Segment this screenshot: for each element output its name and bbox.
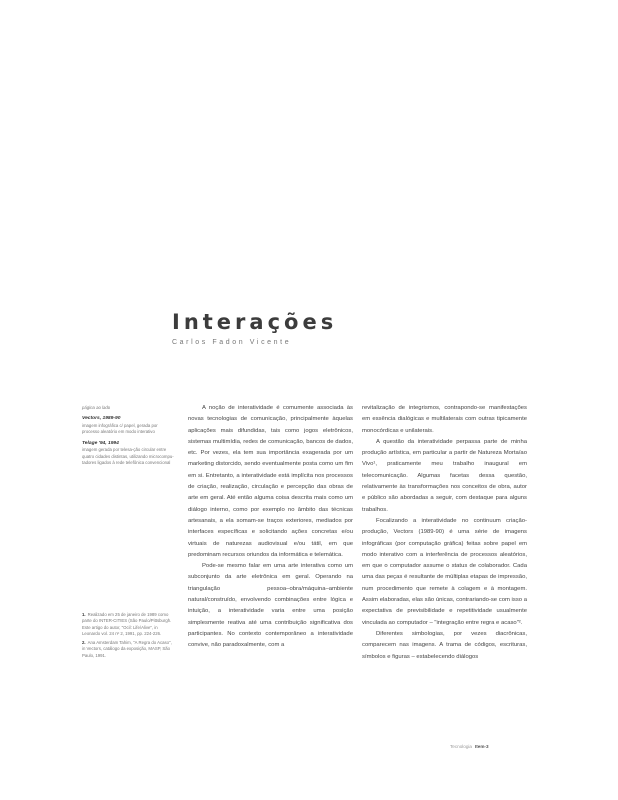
caption-telage [82, 441, 176, 466]
caption-text: imagem gerada por telesa-ção circular entre quatro cidades distintas, utilizando microcompu-tadores ligados à rede telefônica convencional [82, 447, 174, 466]
paragraph: revitalização de integrismos, contrapondo-se manifestações em essência dialógicas e multilaterais com outras tipicamente monocórdicas e unilaterais. [362, 405, 527, 434]
footnote-text: Ana Amsterdam Tahim, "A Regra do Acaso", in Vectors, catálogo da exposição, MASP, São Paulo, 1991. [82, 640, 172, 658]
footnote-number: 2. [82, 640, 86, 646]
article-header [172, 310, 472, 346]
body-column-right [362, 403, 527, 663]
caption-text: imagem infográfica c/ papel, gerada por processo aleatório em modo interativo [82, 422, 158, 434]
paragraph: Focalizando a interatividade no continuum criação-produção, Vectors (1989-90) é uma série de imagens infográficas (por computação gráfica) feitas sobre papel em modo interativo com a interferência de processos aleatórios, em que o computador assume o status de colaborador. Cada uma das peças é resultante de múltiplas etapas de impressão, num procedimento que remete à colagem e à montagem. Assim elaboradas, elas são únicas, contrariando-se com isso a expectativa de previsibilidade e repetitividade usualmente vinculada ao computador – "integração entre regra e acaso"². [362, 517, 527, 626]
paragraph: A questão da interatividade perpassa parte de minha produção artística, em particular a partir de Natureza Morta/ao Vivo¹, praticamente meu trabalho inaugural em telecomunicação. Algumas facetas dessa questão, relativamente às transformações nos conceitos de obra, autor e público são abordadas a seguir, com destaque para alguns trabalhos. [362, 438, 527, 513]
article-title: Interações [172, 310, 338, 334]
footnote-text: Realizado em 25 de janeiro de 1989 como parte do INTER-CITIES (São Paulo/Pittsburgh. Este artigo do autor, "Ocil: Life/Alive", in Leonardo vol. 24 nº 2, 1991, pp. 224-226. [82, 612, 172, 636]
caption-title: Telage '94, 1994 [82, 441, 119, 447]
footnotes [82, 612, 176, 662]
article-author: Carlos Fadon Vicente [172, 339, 292, 346]
footnote [82, 640, 176, 659]
footnote [82, 612, 176, 637]
paragraph: Pode-se mesmo falar em uma arte interativa como um subconjunto da arte eletrônica em geral. Operando na triangulação pessoa–obra/máquina–ambiente natural/construído, envolvendo combinações entre lógica e intuição, a interatividade varia entre uma posição simplesmente reativa até uma contribuição significativa dos participantes. No contexto contemporâneo a interatividade convive, não paradoxalmente, com a [188, 563, 353, 649]
caption-label: página ao lado [82, 405, 111, 410]
caption-vectors [82, 416, 176, 435]
page-footer [450, 744, 489, 749]
body-column-left [188, 403, 353, 652]
caption-title: Vectors, 1989-90 [82, 416, 121, 422]
paragraph: A noção de interatividade é comumente associada às novas tecnologias de comunicação, principalmente àquelas aplicações mais difundidas, tais como jogos eletrônicos, sistemas multimídia, redes de comunicação, bancos de dados, etc. Por vezes, ela tem sua importância exagerada por um marketing distorcido, sendo eventualmente posta como um fim em si. Entretanto, a interatividade está implícita nos processos de criação, realização, circulação e percepção das obras de arte em geral. Até então alguma coisa descrita mais como um diálogo interno, como por exemplo no âmbito das técnicas artesanais, a ela somam-se traços exteriores, mediados por interfaces específicas e solicitando ações concretas e/ou virtuais de naturezas audiovisual e/ou tátil, em que predominam recursos oriundos da informática e telemática. [188, 405, 353, 558]
paragraph: Diferentes simbologias, por vezes diacrônicas, comparecem nas imagens. A trama de códigos, escrituras, símbolos e figuras – estabelecendo diálogos [362, 630, 527, 660]
footer-label: Tecnologia [450, 744, 472, 749]
image-captions [82, 405, 176, 466]
page-number: Item-3 [474, 744, 489, 749]
footnote-number: 1. [82, 612, 86, 617]
